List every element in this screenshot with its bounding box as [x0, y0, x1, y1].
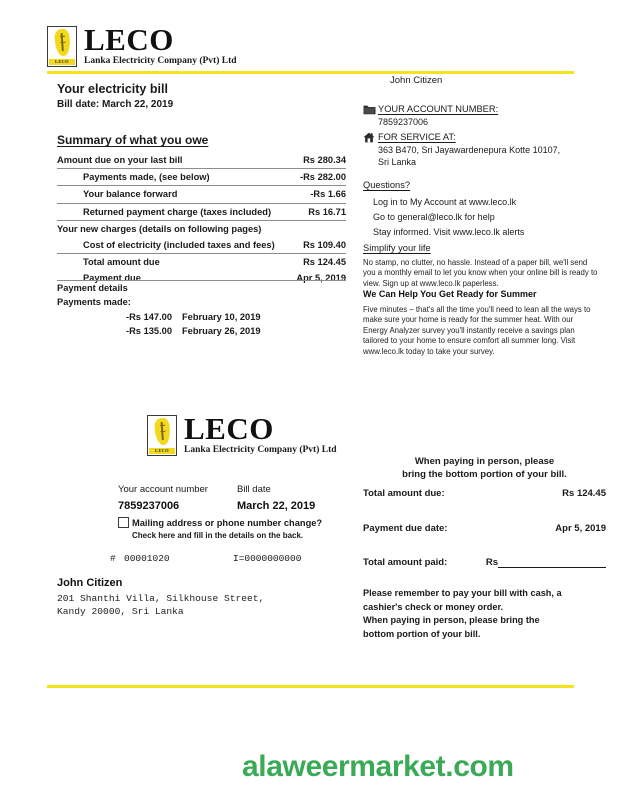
stub-due-date-value: Apr 5, 2019: [555, 523, 606, 534]
summary-row-amount: Apr 5, 2019: [296, 273, 346, 284]
logo-wordmark: [84, 24, 237, 67]
payment-entry-amount: -Rs 135.00: [126, 326, 172, 336]
stub-total-due-value: Rs 124.45: [562, 488, 606, 499]
payments-made-heading: Payments made:: [57, 297, 131, 307]
account-number-text: [378, 103, 498, 128]
stub-account-number: 7859237006: [118, 500, 180, 512]
bill-title: Your electricity bill: [57, 82, 168, 96]
footer-divider-bottom: [47, 685, 574, 688]
stub-note-line1: When paying in person, please: [414, 456, 555, 467]
table-row: [57, 237, 346, 254]
questions-heading: Questions?: [363, 180, 411, 190]
stub-ref-hash: #: [110, 553, 116, 564]
sri-lanka-map-icon: [154, 418, 171, 446]
summary-row-amount: Rs 280.34: [303, 155, 346, 166]
summary-row-amount: Rs 124.45: [292, 254, 346, 271]
summary-row-label: Total amount due: [57, 254, 292, 271]
summary-heading: Summary of what you owe: [57, 133, 209, 147]
payment-entry: [110, 326, 261, 336]
stub-account-label: Your account number: [118, 484, 208, 495]
stub-footer-line2: cashier's check or money order.: [363, 601, 504, 612]
summary-row-label: Your new charges (details on following pages): [57, 220, 292, 237]
company-logo-header: [47, 22, 237, 67]
questions-item: Go to general@leco.lk for help: [373, 212, 495, 222]
summary-row-label: Payment due: [83, 273, 141, 284]
summary-row-label: Cost of electricity (included taxes and fees): [83, 240, 275, 251]
service-address-line1: 363 B470, Sri Jayawardenepura Kotte 10107,: [378, 144, 561, 155]
company-tagline: Lanka Electricity Company (Pvt) Ltd: [184, 445, 337, 455]
stub-footer-note: [363, 587, 608, 641]
house-icon: [363, 131, 378, 143]
address-change-label: Mailing address or phone number change?: [132, 518, 323, 528]
summary-row-label: Payments made, (see below): [57, 169, 292, 186]
address-change-checkbox[interactable]: [118, 517, 129, 528]
summary-row-label: Amount due on your last bill: [57, 155, 183, 166]
address-change-sublabel: Check here and fill in the details on the back.: [132, 531, 304, 540]
payment-details-heading: Payment details: [57, 283, 128, 293]
summary-row-amount: -Rs 1.66: [292, 186, 346, 203]
stub-footer-line1: Please remember to pay your bill with cash, a: [363, 588, 562, 598]
stub-footer-line3: When paying in person, please bring the: [363, 615, 540, 625]
stub-bill-date: March 22, 2019: [237, 500, 316, 512]
summary-table: [57, 152, 346, 287]
table-row: [57, 169, 346, 186]
service-address-label: FOR SERVICE AT:: [378, 132, 456, 142]
table-row: [57, 254, 346, 271]
watermark: alaweermarket.com: [242, 750, 514, 783]
company-logo-stub: [147, 411, 337, 456]
account-number-label: YOUR ACCOUNT NUMBER:: [378, 104, 499, 114]
payment-entry-amount: -Rs 147.00: [126, 312, 172, 322]
summary-row-label: Returned payment charge (taxes included): [57, 203, 292, 220]
account-number-value: 7859237006: [378, 116, 429, 127]
leco-logo-mark: [147, 415, 177, 456]
stub-ref-invoice: I=0000000000: [233, 553, 302, 564]
stub-total-due-label: Total amount due:: [363, 488, 445, 499]
mailing-address-name: John Citizen: [57, 577, 123, 589]
payment-entry-date: February 26, 2019: [182, 326, 261, 336]
stub-bill-date-label: Bill date: [237, 484, 271, 495]
stub-note-line2: bring the bottom portion of your bill.: [402, 469, 567, 480]
company-name: LECO: [84, 22, 174, 57]
summary-table-body: [57, 152, 346, 287]
mailing-address-line1: 201 Shanthi Villa, Silkhouse Street,: [57, 593, 265, 604]
stub-footer-line4: bottom portion of your bill.: [363, 628, 481, 639]
service-address-text: [378, 131, 560, 169]
summary-row-amount: Rs 16.71: [292, 203, 346, 220]
company-tagline: Lanka Electricity Company (Pvt) Ltd: [84, 56, 237, 66]
account-number-block: [363, 103, 498, 128]
stub-total-paid-currency: Rs: [485, 557, 498, 568]
stub-total-paid-label: Total amount paid:: [363, 557, 448, 568]
payment-entry-date: February 10, 2019: [182, 312, 261, 322]
logo-mark-label: LECO: [149, 448, 175, 454]
bill-date: Bill date: March 22, 2019: [57, 99, 174, 110]
simplify-body: No stamp, no clutter, no hassle. Instead of a paper bill, we'll send you a monthly email to let you know when your online bill is ready to view. Sign up at www.leco.lk paperless.: [363, 258, 598, 288]
service-address-line2: Sri Lanka: [378, 157, 417, 167]
company-name: LECO: [184, 411, 274, 446]
stub-ref-number: 00001020: [124, 553, 170, 564]
customer-name-header: John Citizen: [390, 75, 443, 86]
leco-logo-mark: [47, 26, 77, 67]
stub-total-paid-entry[interactable]: [486, 557, 606, 568]
summary-row-amount: -Rs 282.00: [292, 169, 346, 186]
summary-row-label: Your balance forward: [57, 186, 292, 203]
header-divider-top: [47, 71, 574, 74]
questions-item: Log in to My Account at www.leco.lk: [373, 197, 517, 207]
table-row: [57, 152, 346, 169]
mailing-address-lines: [57, 592, 264, 618]
simplify-heading: Simplify your life: [363, 243, 431, 253]
summary-table-bottom-rule: [57, 280, 346, 281]
stub-total-paid-blank[interactable]: [498, 557, 606, 568]
payment-entry: [110, 312, 261, 322]
summer-heading: We Can Help You Get Ready for Summer: [363, 289, 537, 299]
summary-row-amount: [292, 220, 346, 237]
questions-item: Stay informed. Visit www.leco.lk alerts: [373, 227, 525, 237]
stub-note: [363, 455, 606, 481]
service-address-block: [363, 131, 560, 169]
logo-wordmark: [184, 413, 337, 456]
stub-total-paid-row: [363, 557, 606, 568]
table-row: [57, 220, 346, 237]
summary-row-amount: Rs 109.40: [303, 240, 346, 251]
sri-lanka-map-icon: [54, 29, 71, 57]
mailing-address-line2: Kandy 20000, Sri Lanka: [57, 606, 184, 617]
stub-total-due-row: [363, 488, 606, 499]
table-row: [57, 203, 346, 220]
logo-mark-label: LECO: [49, 59, 75, 65]
folder-icon: [363, 103, 378, 115]
stub-due-date-label: Payment due date:: [363, 523, 448, 534]
stub-due-date-row: [363, 523, 606, 534]
summer-body: Five minutes – that's all the time you'll need to lean all the ways to make sure your home is ready for the summer heat. With our Energy Analyzer survey you'll instantly receive a savings plan tailored to your home to ensure comfort all summer long. Visit www.leco.lk today to take your survey.: [363, 305, 591, 356]
table-row: [57, 186, 346, 203]
